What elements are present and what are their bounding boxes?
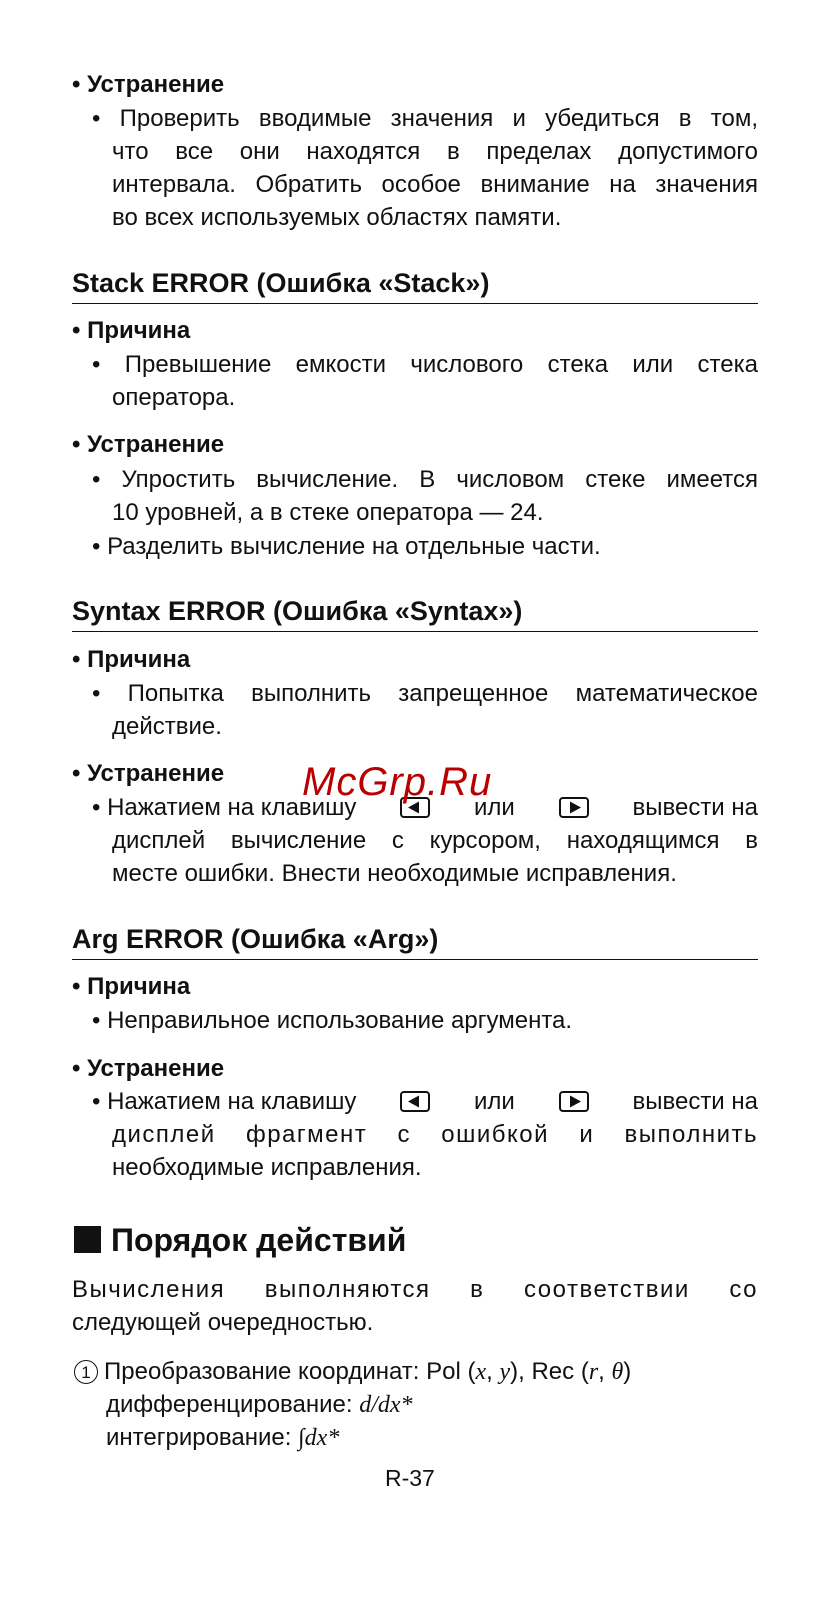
text-line: 10 уровней, а в стеке оператора — 24.	[112, 499, 544, 526]
text-line: дисплей вычисление с курсором, находящимся в	[112, 827, 758, 854]
text-line: Вычисления выполняются в соответствии со	[72, 1276, 758, 1303]
left-arrow-key-icon	[400, 1091, 430, 1112]
right-arrow-key-icon	[559, 1091, 589, 1112]
math-var: θ	[611, 1359, 624, 1385]
text-fragment: Преобразование координат: Pol (	[104, 1358, 476, 1385]
order-item-line	[74, 1355, 631, 1389]
text-line: • Неправильное использование аргумента.	[92, 1007, 573, 1034]
order-item-line	[106, 1388, 413, 1422]
text-fragment: ,	[486, 1358, 500, 1385]
key-instruction-line	[92, 1085, 758, 1118]
right-arrow-key-icon	[559, 797, 589, 818]
text-line: дисплей фрагмент с ошибкой и выполнить	[112, 1121, 758, 1148]
section-title-text: Порядок действий	[111, 1222, 407, 1258]
math-expression: ∫dx*	[298, 1425, 340, 1451]
text-fragment: ,	[598, 1358, 612, 1385]
text-line: необходимые исправления.	[112, 1154, 422, 1181]
text-line: во всех используемых областях памяти.	[112, 204, 562, 231]
text-fragment: дифференцирование:	[106, 1391, 360, 1418]
text-line: действие.	[112, 713, 222, 740]
fix-heading: • Устранение	[72, 71, 225, 98]
text-fragment: или	[474, 1088, 515, 1115]
text-line: следующей очередностью.	[72, 1309, 374, 1336]
section-title-stack-error: Stack ERROR (Ошибка «Stack»)	[72, 266, 758, 304]
text-fragment: ), Rec (	[510, 1358, 589, 1385]
fix-heading: • Устранение	[72, 431, 225, 458]
text-fragment: )	[623, 1358, 632, 1385]
text-fragment: • Нажатием на клавишу	[92, 794, 357, 821]
square-bullet-icon	[74, 1226, 101, 1253]
section-title-syntax-error: Syntax ERROR (Ошибка «Syntax»)	[72, 594, 758, 632]
text-line: месте ошибки. Внести необходимые исправления.	[112, 860, 677, 887]
math-var: y	[499, 1359, 511, 1385]
text-line: • Превышение емкости числового стека или стека	[92, 351, 758, 378]
fix-heading: • Устранение	[72, 760, 225, 787]
order-item-line	[106, 1421, 339, 1455]
text-line: что все они находятся в пределах допустимого	[112, 138, 758, 165]
text-line: • Попытка выполнить запрещенное математическое	[92, 680, 758, 707]
circled-number: 1	[74, 1360, 98, 1384]
text-fragment: интегрирование:	[106, 1424, 299, 1451]
text-line: • Разделить вычисление на отдельные части.	[92, 533, 601, 560]
text-fragment: вывести на	[632, 1088, 758, 1115]
cause-heading: • Причина	[72, 317, 191, 344]
text-fragment: вывести на	[632, 794, 758, 821]
section-title-arg-error: Arg ERROR (Ошибка «Arg»)	[72, 922, 758, 960]
page-number: R-37	[385, 1465, 435, 1491]
text-line: • Упростить вычисление. В числовом стеке имеется	[92, 466, 758, 493]
text-fragment: • Нажатием на клавишу	[92, 1088, 357, 1115]
text-fragment: или	[474, 794, 515, 821]
text-line: оператора.	[112, 384, 236, 411]
text-line: интервала. Обратить особое внимание на значения	[112, 171, 758, 198]
math-var: r	[588, 1359, 599, 1385]
fix-heading: • Устранение	[72, 1055, 225, 1082]
math-expression: d/dx*	[359, 1392, 413, 1418]
cause-heading: • Причина	[72, 646, 191, 673]
text-line: • Проверить вводимые значения и убедиться в том,	[92, 105, 758, 132]
watermark: McGrp.Ru	[302, 760, 493, 804]
section-title-order	[74, 1220, 406, 1260]
cause-heading: • Причина	[72, 973, 191, 1000]
math-var: x	[475, 1359, 487, 1385]
